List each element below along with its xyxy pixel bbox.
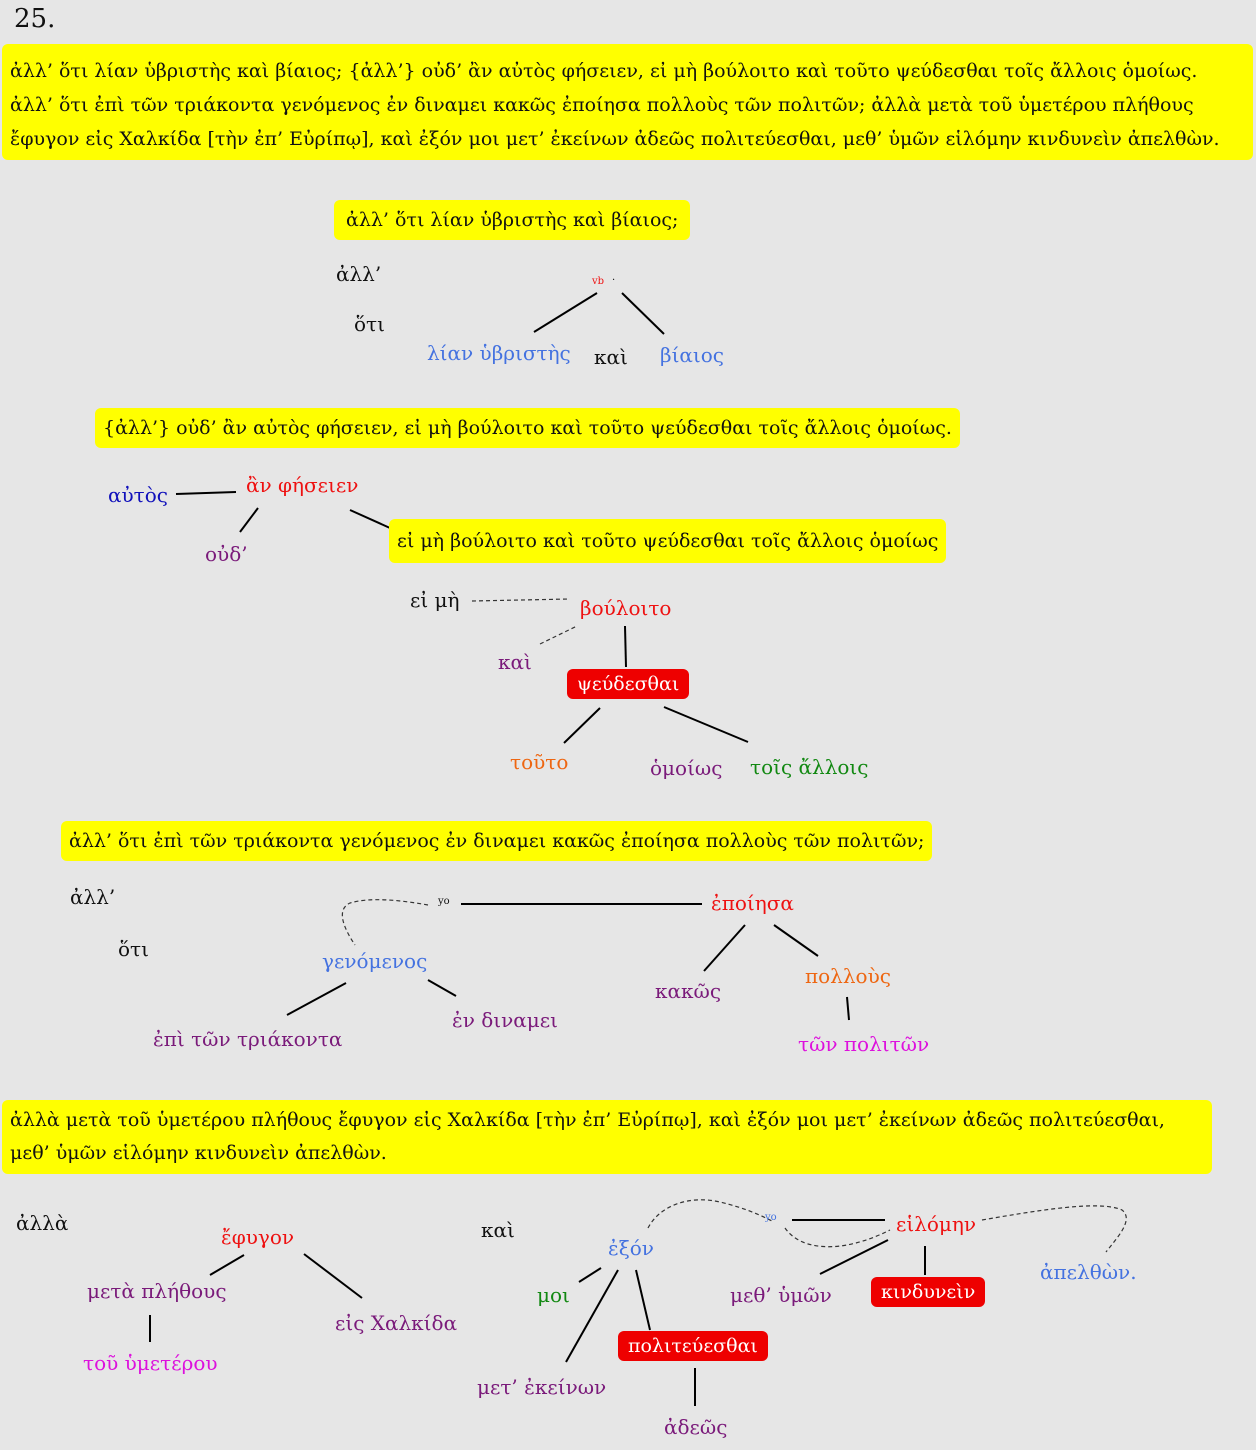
clause3-pollous: πολλοὺς — [805, 964, 891, 988]
section-number: 25. — [14, 4, 56, 34]
clause3-header: ἀλλ’ ὅτι ἐπὶ τῶν τριάκοντα γενόμενος ἐν διναμει κακῶς ἐποίησα πολλοὺς τῶν πολιτῶν; — [61, 821, 932, 861]
clause2-kai: καὶ — [498, 650, 532, 674]
clause2-bouloito: βούλοιτο — [580, 596, 672, 620]
clause1-dot: · — [612, 275, 616, 286]
clause4-tou-humeterou: τοῦ ὑμετέρου — [83, 1351, 218, 1375]
clause4-header-line-1: ἀλλὰ μετὰ τοῦ ὑμετέρου πλήθους ἔφυγον εἰς Χαλκίδα [τὴν ἐπ’ Εὐρίπῳ], καὶ ἐξόν μοι μετ’ ἐκείνων ἀδεῶς πολιτεύεσθαι, — [10, 1109, 1165, 1131]
clause1-biaios: βίαιος — [660, 343, 724, 367]
clause4-kai: καὶ — [481, 1218, 515, 1242]
clause2-subclause: εἰ μὴ βούλοιτο καὶ τοῦτο ψεύδεσθαι τοῖς ἄλλοις ὁμοίως — [389, 519, 946, 563]
clause2-pseudesthai: ψεύδεσθαι — [567, 669, 689, 699]
passage-highlight — [2, 44, 1253, 160]
clause2-homoios: ὁμοίως — [650, 756, 723, 780]
clause3-yo-marker: yo — [438, 896, 450, 907]
clause3-epoiesa: ἐποίησα — [711, 891, 794, 915]
clause4-meta-plethous: μετὰ πλήθους — [87, 1279, 227, 1303]
clause4-eis-chalkida: εἰς Χαλκίδα — [335, 1311, 458, 1335]
clause4-politeuesthai: πολιτεύεσθαι — [618, 1331, 768, 1361]
clause4-apelthon: ἀπελθὼν. — [1040, 1260, 1137, 1284]
passage-line-3: ἔφυγον εἰς Χαλκίδα [τὴν ἐπ’ Εὐρίπῳ], καὶ ἐξόν μοι μετ’ ἐκείνων ἀδεῶς πολιτεύεσθαι, μεθ’ ὑμῶν εἱλόμην κινδυνεὶν ἀπελθὼν. — [10, 128, 1220, 150]
clause2-an-phseien: ἂν φήσειεν — [246, 473, 359, 497]
clause4-heilomen: εἱλόμην — [896, 1212, 977, 1236]
clause1-kai: καὶ — [594, 345, 628, 369]
clause4-yo-marker: yo — [765, 1212, 777, 1223]
clause3-hoti: ὅτι — [118, 937, 149, 961]
clause3-genomenos: γενόμενος — [322, 949, 428, 973]
clause3-kakos: κακῶς — [655, 979, 722, 1003]
clause4-met-ekeinon: μετ’ ἐκείνων — [477, 1375, 607, 1399]
passage-line-1: ἀλλ’ ὅτι λίαν ὑβριστὴς καὶ βίαιος; {ἀλλ’} οὐδ’ ἂν αὐτὸς φήσειεν, εἰ μὴ βούλοιτο καὶ τοῦτο ψεύδεσθαι τοῖς ἄλλοις ὁμοίως. — [10, 60, 1198, 82]
clause4-header-line-2: μεθ’ ὑμῶν εἱλόμην κινδυνεὶν ἀπελθὼν. — [10, 1142, 387, 1164]
clause2-tois-allois: τοῖς ἄλλοις — [750, 755, 869, 779]
clause4-alla: ἀλλὰ — [16, 1211, 69, 1235]
clause4-exon: ἐξόν — [608, 1236, 654, 1260]
clause4-moi: μοι — [537, 1283, 570, 1307]
clause3-all: ἀλλ’ — [70, 885, 116, 909]
clause4-kinduneuein: κινδυνεὶν — [871, 1277, 985, 1307]
clause3-ton-politon: τῶν πολιτῶν — [798, 1032, 930, 1056]
clause2-oud: οὐδ’ — [205, 542, 248, 566]
passage-line-2: ἀλλ’ ὅτι ἐπὶ τῶν τριάκοντα γενόμενος ἐν διναμει κακῶς ἐποίησα πολλοὺς τῶν πολιτῶν; ἀλλὰ μετὰ τοῦ ὑμετέρου πλήθους — [10, 94, 1194, 116]
clause4-adeos: ἀδεῶς — [664, 1415, 728, 1439]
clause2-autos: αὐτὸς — [108, 483, 168, 507]
clause1-vb-marker: vb — [592, 276, 605, 287]
clause4-meth-humon: μεθ’ ὑμῶν — [730, 1283, 832, 1307]
clause3-epi-ton-triakonta: ἐπὶ τῶν τριάκοντα — [153, 1027, 343, 1051]
clause1-hoti: ὅτι — [354, 312, 385, 336]
clause2-touto: τοῦτο — [510, 750, 569, 774]
clause2-ei-me: εἰ μὴ — [410, 588, 460, 612]
clause1-header: ἀλλ’ ὅτι λίαν ὑβριστὴς καὶ βίαιος; — [334, 200, 690, 240]
clause1-lian-hubristes: λίαν ὑβριστὴς — [427, 341, 571, 365]
clause4-header — [2, 1100, 1212, 1174]
clause2-header: {ἀλλ’} οὐδ’ ἂν αὐτὸς φήσειεν, εἰ μὴ βούλοιτο καὶ τοῦτο ψεύδεσθαι τοῖς ἄλλοις ὁμοίως. — [95, 408, 960, 448]
clause1-all: ἀλλ’ — [336, 262, 382, 286]
clause4-ephugon: ἔφυγον — [221, 1225, 295, 1249]
clause3-en-dinamei: ἐν διναμει — [452, 1008, 558, 1032]
